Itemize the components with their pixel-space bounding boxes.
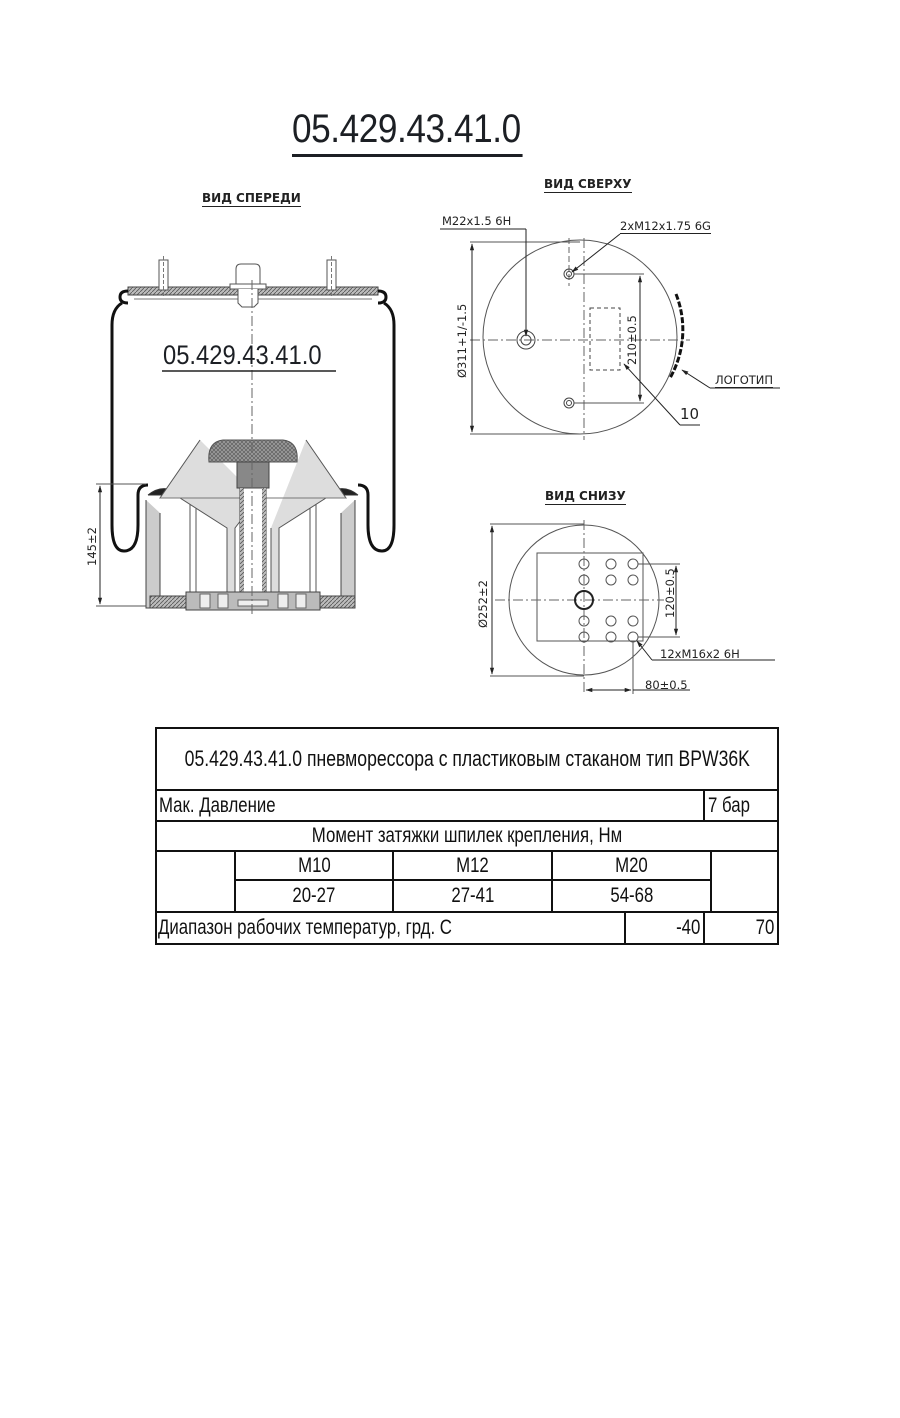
spec-table [155,727,779,945]
torque-range: 27-41 [451,884,494,907]
torque-size: M20 [615,853,648,877]
torque-range: 54-68 [610,884,653,907]
top-diameter-dimension: Ø311+1/-1.5 [455,303,469,378]
spec-title: 05.429.43.41.0 пневморессора с пластиковым стаканом тип BPW36K [184,746,750,771]
front-view-drawing [96,256,394,616]
pressure-label: Мак. Давление [159,793,276,817]
front-view-label: ВИД СПЕРЕДИ [202,191,301,205]
center-thread-callout: M22x1.5 6H [442,214,512,228]
torque-col-m12 [392,852,551,911]
temperature-min: -40 [675,916,700,939]
bottom-view-drawing [490,520,775,694]
stud-thread-callout: 2xM12x1.75 6G [620,219,711,233]
temperature-max: 70 [755,916,774,939]
torque-range: 20-27 [292,884,336,907]
temperature-label: Диапазон рабочих температур, грд. С [158,916,452,939]
torque-col-m20 [551,852,710,911]
front-view-part-number: 05.429.43.41.0 [163,340,322,370]
spec-title-row [157,729,777,791]
torque-size: M10 [297,853,331,877]
temperature-row [157,913,777,943]
height-dimension: 145±2 [85,527,99,566]
torque-header-row [157,822,777,852]
logo-callout: ЛОГОТИП [715,373,774,387]
torque-values-row [157,852,777,913]
stud-spacing-dimension: 210±0.5 [625,315,639,365]
drawing-title: 05.429.43.41.0 [292,104,522,157]
pressure-value: 7 бар [708,793,750,817]
torque-header: Момент затяжки шпилек крепления, Нм [311,824,623,847]
bottom-view-label: ВИД СНИЗУ [545,489,626,503]
pressure-row [157,791,777,822]
vertical-spacing-dimension: 120±0.5 [663,568,677,618]
torque-size: M12 [456,853,489,877]
horizontal-spacing-dimension: 80±0.5 [645,678,688,692]
bottom-diameter-dimension: Ø252±2 [476,580,490,628]
torque-col-m10 [234,852,392,911]
top-view-label: ВИД СВЕРХУ [544,177,632,191]
item-number-callout: 10 [680,405,700,423]
bolt-thread-callout: 12xM16x2 6H [660,647,740,661]
top-view-drawing [440,229,780,440]
